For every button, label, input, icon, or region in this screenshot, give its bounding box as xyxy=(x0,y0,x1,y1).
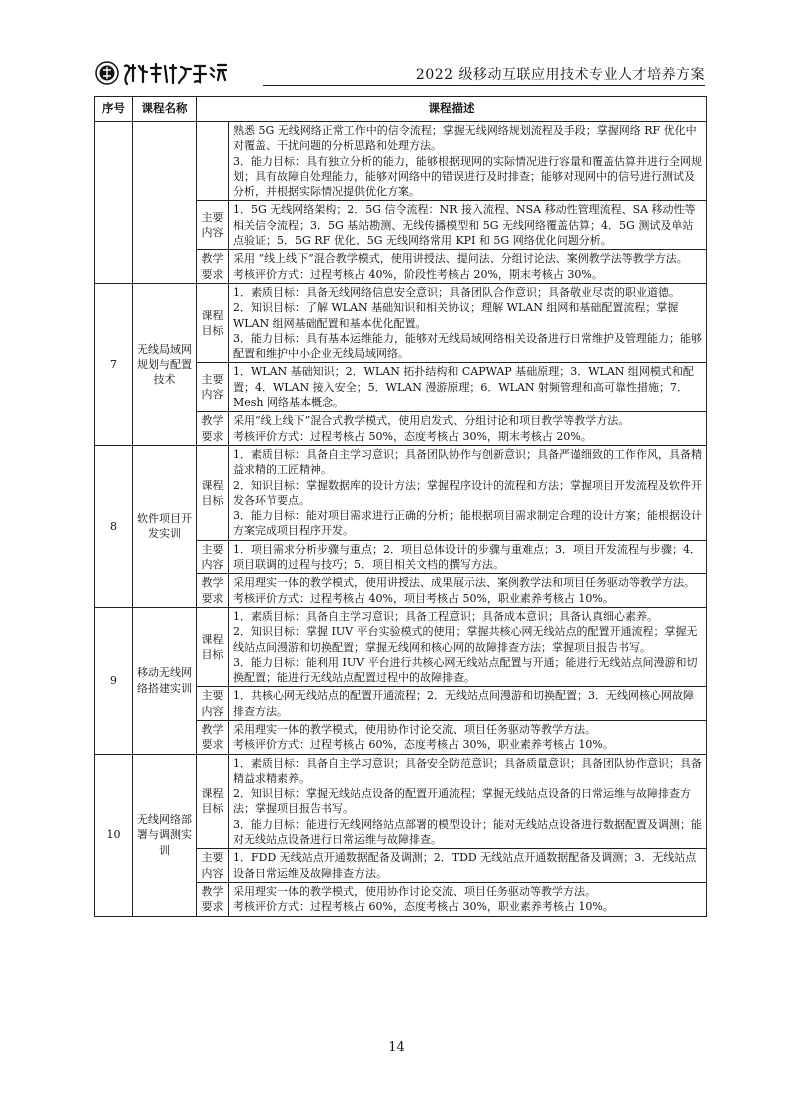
objective-line: 3．能力目标：具有基本运维能力，能够对无线局域网络相关设备进行日常维护及管理能力；能够配置和维护中小企业无线局域网络。 xyxy=(233,331,702,361)
category-label: 主要内容 xyxy=(197,201,229,250)
category-label: 主要内容 xyxy=(197,687,229,721)
requirement-line: 采用理实一体的教学模式，使用协作讨论交流、项目任务驱动等教学方法。 xyxy=(233,722,596,736)
school-logo-graphic xyxy=(95,60,255,86)
course-content xyxy=(229,363,707,412)
column-header-desc: 课程描述 xyxy=(197,97,707,122)
objective-line: 1．素质目标：具备自主学习意识；具备安全防范意识；具备质量意识；具备团队协作意识；具备精益求精素养。 xyxy=(233,756,702,785)
course-objectives xyxy=(229,445,707,540)
category-label: 主要内容 xyxy=(197,363,229,412)
course-num: 10 xyxy=(95,754,133,916)
objective-line: 2．知识目标：掌握无线站点设备的配置开通流程；掌握无线站点设备的日常运维与故障排查方法；掌握项目报告书写。 xyxy=(233,787,691,816)
course-objectives xyxy=(229,122,707,201)
category-label: 课程目标 xyxy=(197,607,229,686)
category-label: 主要内容 xyxy=(197,849,229,883)
course-num: 7 xyxy=(95,283,133,445)
table-row xyxy=(95,754,707,849)
category-label: 教学要求 xyxy=(197,882,229,916)
course-num: 8 xyxy=(95,445,133,607)
course-objectives xyxy=(229,283,707,362)
course-requirements xyxy=(229,574,707,608)
requirement-line: 采用理实一体的教学模式，使用协作讨论交流、项目任务驱动等教学方法。 xyxy=(233,884,596,898)
course-content xyxy=(229,540,707,574)
content-line: 1．项目需求分析步骤与重点；2．项目总体设计的步骤与重难点；3．项目开发流程与步骤；4．项目联调的过程与技巧；5．项目相关文档的撰写方法。 xyxy=(233,542,701,572)
category-label: 教学要求 xyxy=(197,412,229,446)
objective-line: 3．能力目标：具有独立分析的能力，能够根据现网的实际情况进行容量和覆盖估算并进行全网规划；具有故障自处理能力，能够对网络中的错误进行及时排查；能够对现网中的信号进行测试及分析，并根据实际情况提供优化方案。 xyxy=(233,154,702,199)
objective-line: 2．知识目标：掌握 IUV 平台实验模式的使用；掌握共核心网无线站点的配置开通流程；掌握无线站点间漫游和切换配置；掌握无线网和核心网的故障排查方法；掌握项目报告书写。 xyxy=(233,625,698,654)
course-requirements xyxy=(229,250,707,284)
category-label: 教学要求 xyxy=(197,250,229,284)
course-content xyxy=(229,687,707,721)
requirement-line: 考核评价方式：过程考核占 40%，项目考核占 50%，职业素养考核占 10%。 xyxy=(233,591,614,605)
course-name: 无线网络部署与调测实训 xyxy=(133,754,197,916)
requirement-line: 采用理实一体的教学模式，使用讲授法、成果展示法、案例教学法和项目任务驱动等教学方法。 xyxy=(233,576,695,590)
objective-line: 1．素质目标：具备无线网络信息安全意识；具备团队合作意识；具备敬业尽责的职业道德。 xyxy=(233,285,680,299)
objective-line: 3．能力目标：能对项目需求进行正确的分析；能根据项目需求制定合理的设计方案；能根据设计方案完成项目程序开发。 xyxy=(233,509,702,538)
content-line: 1．5G 无线网络架构；2．5G 信令流程：NR 接入流程、NSA 移动性管理流程、SA 移动性等相关信令流程；3．5G 基站勘测、无线传播模型和 5G 无线网络覆盖估算；4．5G 测试及单站点验证；5．5G RF 优化、5G 无线网络常用 KPI 和 5G 网络优化问题分析。 xyxy=(233,203,696,248)
requirement-line: 考核评价方式：过程考核占 60%，态度考核占 30%，职业素养考核占 10%。 xyxy=(233,900,614,914)
requirement-line: 考核评价方式：过程考核占 50%，态度考核占 30%，期末考核占 20%。 xyxy=(233,429,592,443)
table-row xyxy=(95,283,707,362)
requirement-line: 采用“线上线下”混合式教学模式，使用启发式、分组讨论和项目教学等教学方法。 xyxy=(233,414,630,428)
course-requirements xyxy=(229,720,707,754)
table-row xyxy=(95,607,707,686)
category-label: 课程目标 xyxy=(197,283,229,362)
course-name-cell xyxy=(133,122,197,284)
course-content xyxy=(229,849,707,883)
category-label xyxy=(197,122,229,201)
column-header-name: 课程名称 xyxy=(133,97,197,122)
course-name: 无线局域网规划与配置技术 xyxy=(133,283,197,445)
objective-line: 3．能力目标：能进行无线网络站点部署的模型设计；能对无线站点设备进行数据配置及调测；能对无线站点设备进行日常运维与故障排查。 xyxy=(233,817,702,847)
objective-line: 2．知识目标：掌握数据库的设计方法；掌握程序设计的流程和方法；掌握项目开发流程及软件开发各环节要点。 xyxy=(233,478,702,507)
objective-line: 熟悉 5G 无线网络正常工作中的信令流程；掌握无线网络规划流程及手段；掌握网络 RF 优化中对覆盖、干扰问题的分析思路和处理方法。 xyxy=(233,124,697,153)
course-num: 9 xyxy=(95,607,133,754)
category-label: 课程目标 xyxy=(197,445,229,540)
course-num-cell xyxy=(95,122,133,284)
requirement-line: 考核评价方式：过程考核占 40%，阶段性考核占 20%，期末考核占 30%。 xyxy=(233,267,603,281)
category-label: 教学要求 xyxy=(197,574,229,608)
requirement-line: 采用 “线上线下”混合教学模式，使用讲授法、提问法、分组讨论法、案例教学法等教学方法。 xyxy=(233,252,688,266)
school-logo xyxy=(95,60,255,86)
table-header-row xyxy=(95,97,707,122)
header-rule xyxy=(263,85,705,86)
document-title: 2022 级移动互联应用技术专业人才培养方案 xyxy=(415,67,705,83)
course-objectives xyxy=(229,607,707,686)
course-requirements xyxy=(229,882,707,916)
requirement-line: 考核评价方式：过程考核占 60%，态度考核占 30%，职业素养考核占 10%。 xyxy=(233,738,614,752)
objective-line: 1．素质目标：具备自主学习意识；具备工程意识；具备成本意识；具备认真细心素养。 xyxy=(233,609,658,623)
course-table xyxy=(94,96,707,917)
page-number: 14 xyxy=(388,1040,405,1055)
course-name: 移动无线网络搭建实训 xyxy=(133,607,197,754)
course-requirements xyxy=(229,412,707,446)
category-label: 教学要求 xyxy=(197,720,229,754)
course-name: 软件项目开发实训 xyxy=(133,445,197,607)
category-label: 主要内容 xyxy=(197,540,229,574)
objective-line: 3．能力目标：能利用 IUV 平台进行共核心网无线站点配置与开通；能进行无线站点间漫游和切换配置；能进行无线站点配置过程中的故障排查。 xyxy=(233,655,698,685)
course-content xyxy=(229,201,707,250)
content-line: 1．WLAN 基础知识；2．WLAN 拓扑结构和 CAPWAP 基础原理；3．WLAN 组网模式和配置；4．WLAN 接入安全；5．WLAN 漫游原理；6．WLAN 射频管理和高可靠性措施；7．Mesh 网络基本概念。 xyxy=(233,365,694,410)
column-header-num: 序号 xyxy=(95,97,133,122)
page-header xyxy=(95,58,705,88)
objective-line: 1．素质目标：具备自主学习意识；具备团队协作与创新意识；具备严谨细致的工作作风，具备精益求精的工匠精神。 xyxy=(233,447,702,477)
course-objectives xyxy=(229,754,707,849)
table-row xyxy=(95,445,707,540)
content-line: 1．共核心网无线站点的配置开通流程；2．无线站点间漫游和切换配置；3．无线网核心网故障排查方法。 xyxy=(233,689,694,718)
objective-line: 2．知识目标：了解 WLAN 基础知识和相关协议；理解 WLAN 组网和基础配置流程；掌握 WLAN 组网基础配置和基本优化配置。 xyxy=(233,301,679,330)
table-row xyxy=(95,122,707,201)
content-line: 1．FDD 无线站点开通数据配备及调测；2．TDD 无线站点开通数据配备及调测；3．无线站点设备日常运维及故障排查方法。 xyxy=(233,851,697,880)
category-label: 课程目标 xyxy=(197,754,229,849)
